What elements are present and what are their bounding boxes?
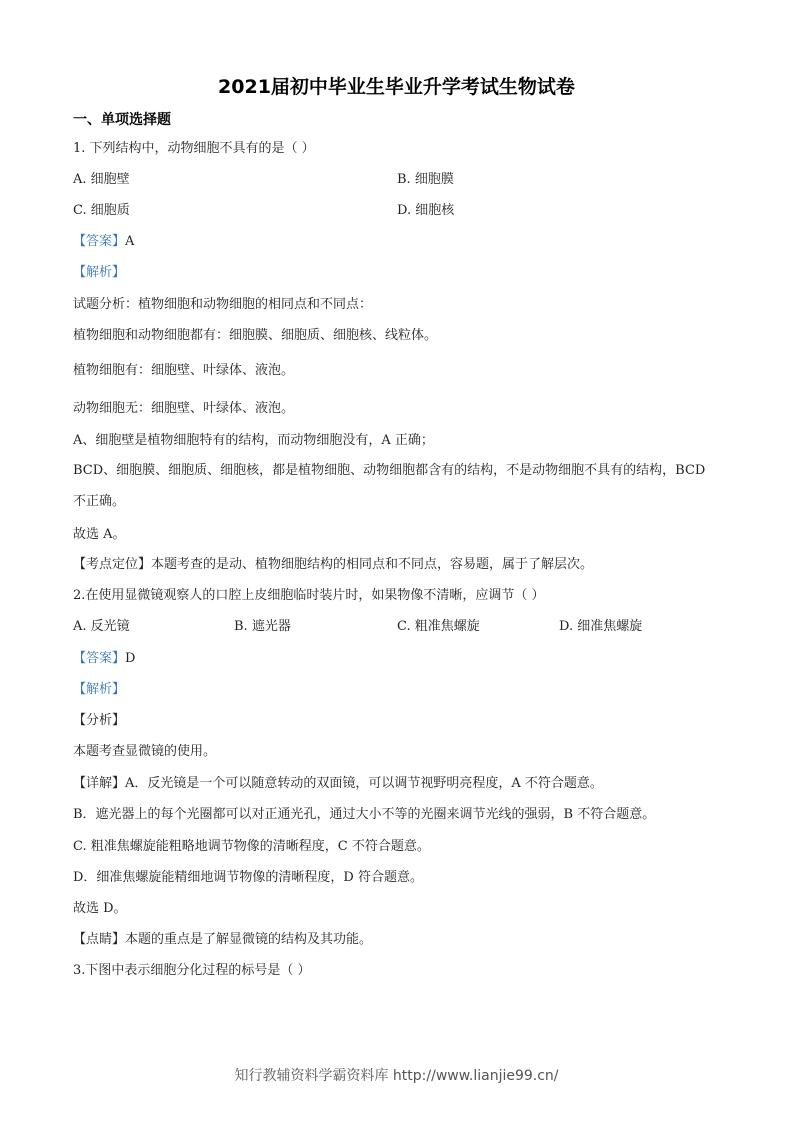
q2-option-c: C. 粗准焦螺旋 bbox=[397, 619, 480, 634]
q1-option-d: D. 细胞核 bbox=[397, 203, 455, 218]
q1-answer bbox=[73, 233, 134, 251]
q1-analysis-line: 植物细胞和动物细胞都有：细胞膜、细胞质、细胞核、线粒体。 bbox=[73, 328, 438, 343]
q1-analysis-line: 植物细胞有：细胞壁、叶绿体、液泡。 bbox=[73, 363, 295, 378]
answer-value: D bbox=[125, 651, 136, 666]
question-1-stem: 1. 下列结构中，动物细胞不具有的是（ ） bbox=[73, 141, 315, 156]
q2-analysis-line: 【分析】 bbox=[73, 713, 126, 728]
footer-watermark: 知行教辅资料学霸资料库 http://www.lianjie99.cn/ bbox=[234, 1068, 559, 1084]
q2-option-a: A. 反光镜 bbox=[73, 619, 130, 634]
q1-analysis-tag: 【解析】 bbox=[73, 265, 126, 280]
q1-option-c: C. 细胞质 bbox=[73, 203, 130, 218]
q2-analysis-line: D．细准焦螺旋能精细地调节物像的清晰程度，D 符合题意。 bbox=[73, 870, 423, 885]
q1-analysis-line: BCD、细胞膜、细胞质、细胞核，都是植物细胞、动物细胞都含有的结构，不是动物细胞不具有的结构，BCD bbox=[73, 463, 706, 478]
q2-analysis-tag: 【解析】 bbox=[73, 682, 126, 697]
q1-option-a: A. 细胞壁 bbox=[73, 172, 130, 187]
q2-key-point: 【点睛】本题的重点是了解显微镜的结构及其功能。 bbox=[73, 932, 373, 947]
question-3-stem: 3.下图中表示细胞分化过程的标号是（ ） bbox=[73, 963, 311, 978]
q2-analysis-line: 故选 D。 bbox=[73, 901, 127, 916]
q1-analysis-line: 动物细胞无：细胞壁、叶绿体、液泡。 bbox=[73, 401, 295, 416]
q1-option-b: B. 细胞膜 bbox=[397, 172, 454, 187]
answer-tag: 【答案】 bbox=[73, 234, 126, 249]
question-2-stem: 2.在使用显微镜观察人的口腔上皮细胞临时装片时，如果物像不清晰，应调节（ ） bbox=[73, 588, 545, 603]
q2-option-d: D. 细准焦螺旋 bbox=[559, 619, 643, 634]
q2-analysis-line: 【详解】A．反光镜是一个可以随意转动的双面镜，可以调节视野明亮程度，A 不符合题意。 bbox=[73, 776, 603, 791]
answer-tag: 【答案】 bbox=[73, 651, 126, 666]
q1-knowledge-point: 【考点定位】本题考查的是动、植物细胞结构的相同点和不同点，容易题，属于了解层次。 bbox=[73, 557, 594, 572]
q2-analysis-line: B．遮光器上的每个光圈都可以对正通光孔，通过大小不等的光圈来调节光线的强弱，B 不符合题意。 bbox=[73, 807, 656, 822]
section-heading: 一、单项选择题 bbox=[73, 112, 171, 128]
page-title: 2021届初中毕业生毕业升学考试生物试卷 bbox=[218, 76, 575, 98]
answer-value: A bbox=[125, 234, 135, 249]
q2-option-b: B. 遮光器 bbox=[234, 619, 291, 634]
q2-analysis-line: C. 粗准焦螺旋能粗略地调节物像的清晰程度，C 不符合题意。 bbox=[73, 839, 430, 854]
q1-analysis-line: 试题分析：植物细胞和动物细胞的相同点和不同点： bbox=[73, 297, 373, 312]
q2-analysis-line: 本题考查显微镜的使用。 bbox=[73, 744, 217, 759]
q2-answer bbox=[73, 650, 135, 668]
q1-analysis-line: 故选 A。 bbox=[73, 527, 126, 542]
q1-analysis-line: 不正确。 bbox=[73, 494, 126, 509]
q1-analysis-line: A、细胞壁是植物细胞特有的结构，而动物细胞没有，A 正确； bbox=[73, 433, 434, 448]
